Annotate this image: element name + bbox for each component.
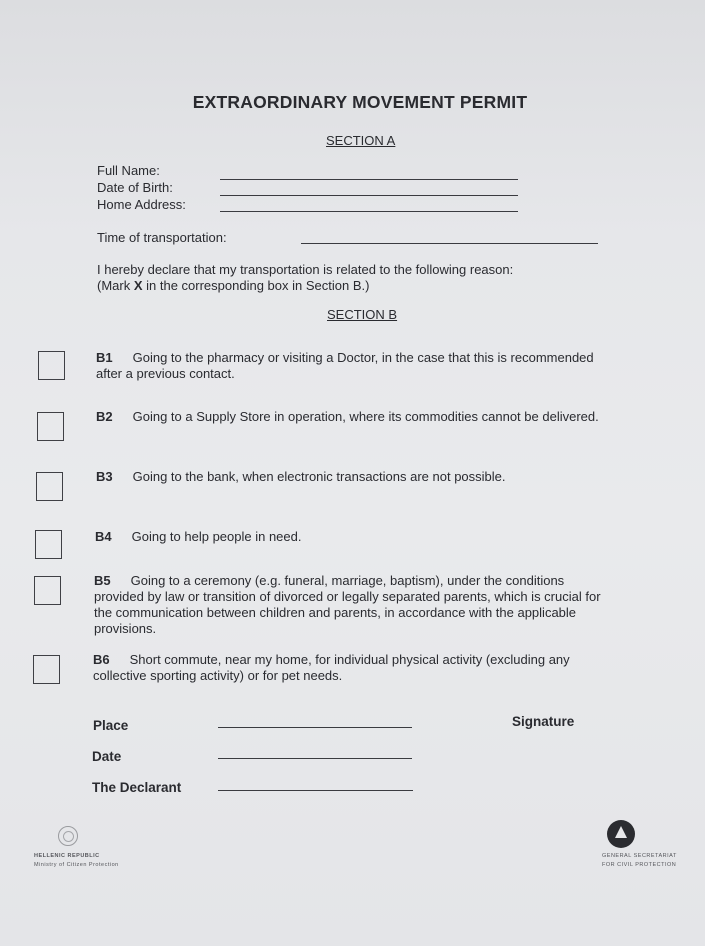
- section-a-heading: SECTION A: [326, 133, 396, 148]
- declarant-field[interactable]: [218, 790, 413, 791]
- checkbox-b6[interactable]: [33, 655, 60, 684]
- right-org-line-1: GENERAL SECRETARIAT: [602, 853, 677, 859]
- reason-b3: B3 Going to the bank, when electronic transactions are not possible.: [96, 469, 506, 484]
- right-org-line-2: FOR CIVIL PROTECTION: [602, 862, 677, 868]
- dob-field[interactable]: [220, 195, 518, 196]
- reason-b5: B5 Going to a ceremony (e.g. funeral, marriage, baptism), under the conditions provided by law or transition of divorced or legally separated parents, which is crucial for the communication between children and parents, in accordance with the applicable provisions.: [94, 573, 601, 636]
- date-label: Date: [92, 749, 122, 764]
- checkbox-b1[interactable]: [38, 351, 65, 380]
- checkbox-b2[interactable]: [37, 412, 64, 441]
- civil-protection-logo-icon: [607, 820, 635, 848]
- date-field[interactable]: [218, 758, 412, 759]
- declaration-line-2: (Mark X in the corresponding box in Section B.): [97, 278, 370, 293]
- declaration-line-1: I hereby declare that my transportation is related to the following reason:: [97, 262, 514, 277]
- place-field[interactable]: [218, 727, 412, 728]
- address-field[interactable]: [220, 211, 518, 212]
- full-name-field[interactable]: [220, 179, 518, 180]
- checkbox-b4[interactable]: [35, 530, 62, 559]
- time-label: Time of transportation:: [97, 230, 227, 245]
- full-name-label: Full Name:: [97, 163, 160, 178]
- section-b-heading: SECTION B: [327, 307, 398, 322]
- reason-b2: B2 Going to a Supply Store in operation, where its commodities cannot be delivered.: [96, 409, 599, 424]
- reason-b4: B4 Going to help people in need.: [95, 529, 302, 544]
- declarant-label: The Declarant: [92, 780, 182, 795]
- checkbox-b5[interactable]: [34, 576, 61, 605]
- reason-b1: B1 Going to the pharmacy or visiting a Doctor, in the case that this is recommended after a previous contact.: [96, 350, 594, 381]
- left-org-line-2: Ministry of Citizen Protection: [34, 862, 119, 868]
- place-label: Place: [93, 718, 129, 733]
- hellenic-republic-seal-icon: [58, 826, 78, 846]
- dob-label: Date of Birth:: [97, 180, 173, 195]
- left-org-line-1: HELLENIC REPUBLIC: [34, 853, 100, 859]
- time-field[interactable]: [301, 243, 598, 244]
- signature-label: Signature: [512, 714, 575, 729]
- reason-b6: B6 Short commute, near my home, for individual physical activity (excluding any collective sporting activity) or for pet needs.: [93, 652, 570, 683]
- address-label: Home Address:: [97, 197, 186, 212]
- form-title: EXTRAORDINARY MOVEMENT PERMIT: [192, 92, 528, 112]
- checkbox-b3[interactable]: [36, 472, 63, 501]
